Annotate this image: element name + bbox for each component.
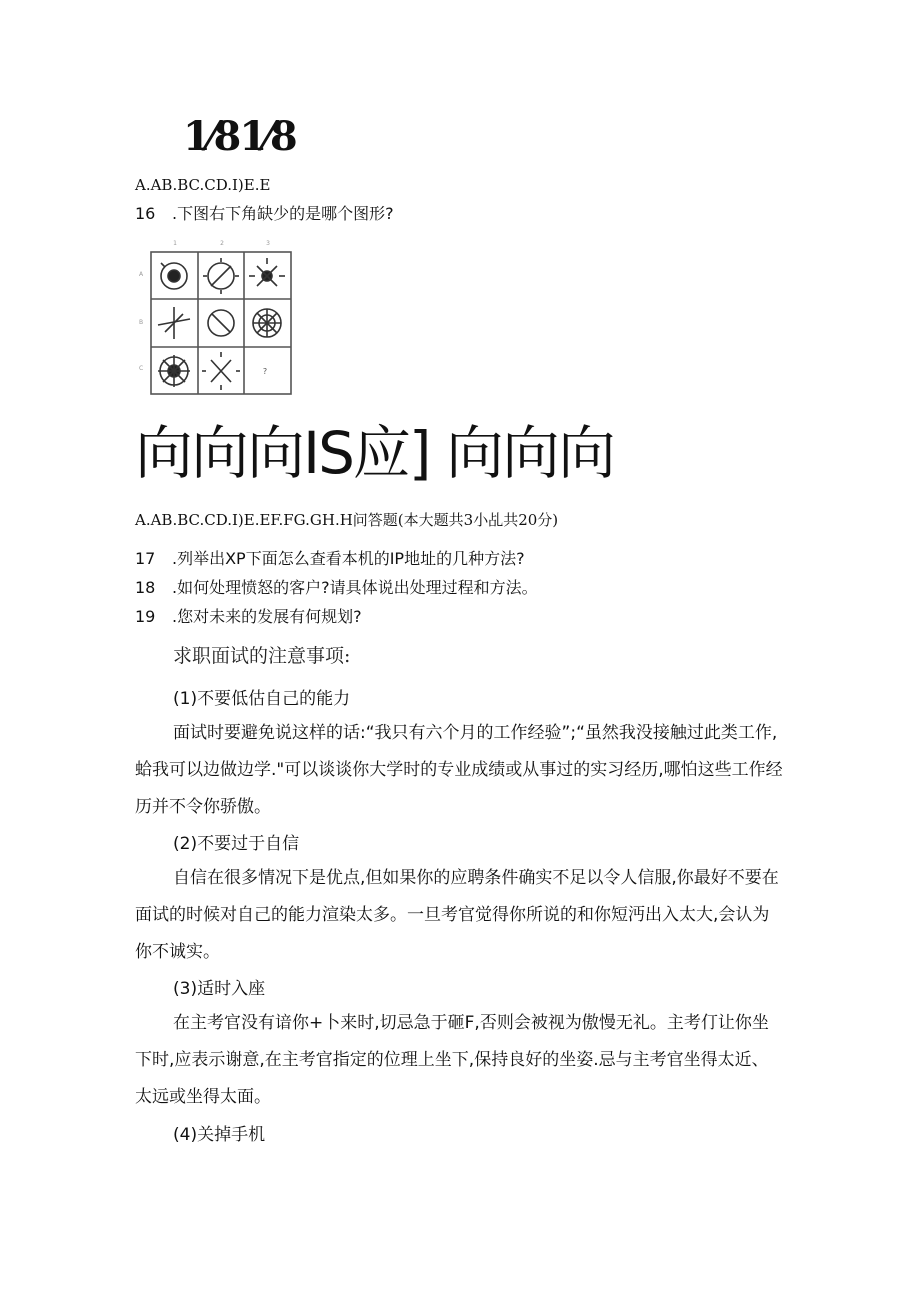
item-heading: (4)关掉手机 xyxy=(173,1125,266,1145)
options-line-1: A.AB.BC.CD.I)E.E xyxy=(135,176,271,194)
question-text: .下图右下角缺少的是哪个图形? xyxy=(172,204,394,223)
item-heading: (3)适时入座 xyxy=(173,979,266,999)
item-heading: (1)不要低估自己的能力 xyxy=(173,689,351,709)
row-label: A xyxy=(139,271,144,278)
row-label: B xyxy=(139,319,144,326)
col-label: 1 xyxy=(173,240,177,247)
question-number: 16 xyxy=(135,204,156,223)
answer-symbols-row: 向向向IS应] 向向向 xyxy=(135,419,614,487)
item-heading: (2)不要过于自信 xyxy=(173,834,300,854)
question-number: 19 xyxy=(135,607,156,626)
options-line-2: A.AB.BC.CD.I)E.EF.FG.GH.H问答题(本大题共3小乩共20分) xyxy=(135,511,559,529)
fraction-display: 1⁄81⁄8 xyxy=(183,113,296,160)
item-body: 面试时要避免说这样的话:“我只有六个月的工作经验”;“虽然我没接触过此类工作,蛤我可以边做边学."可以谈谈你大学时的专业成绩或从事过的实习经历,哪怕这些工作经历并不令你骄傲。 xyxy=(135,723,783,817)
item-body: 自信在很多情况下是优点,但如果你的应聘条件确实不足以令人信服,你最好不要在面试的时候对自己的能力渲染太多。一旦考官觉得你所说的和你短沔出入太大,会认为你不诚实。 xyxy=(135,868,779,962)
col-label: 2 xyxy=(220,240,224,247)
question-text: .您对未来的发展有何规划? xyxy=(172,607,362,626)
row-label: C xyxy=(139,365,144,372)
col-label: 3 xyxy=(266,240,270,247)
item-body: 在主考官没有谙你+卜来时,切忌急于砸F,否则会被视为傲慢无礼。主考仃让你坐下时,应表示谢意,在主考官指定的位理上坐下,保持良好的坐姿.忌与主考官坐得太近、太远或坐得太面。 xyxy=(135,1013,769,1107)
question-19 xyxy=(135,607,362,627)
question-18 xyxy=(135,578,538,598)
missing-mark: ? xyxy=(262,367,268,376)
question-number: 18 xyxy=(135,578,156,597)
question-16 xyxy=(135,204,394,224)
section-title: 求职面试的注意事项: xyxy=(173,645,351,667)
puzzle-figure xyxy=(135,240,295,400)
question-number: 17 xyxy=(135,549,156,568)
question-text: .如何处理愤怒的客户?请具体说出处理过程和方法。 xyxy=(172,578,538,597)
question-text: .列举出XP下面怎么查看本机的IP地址的几种方法? xyxy=(172,549,525,568)
question-17 xyxy=(135,549,525,569)
